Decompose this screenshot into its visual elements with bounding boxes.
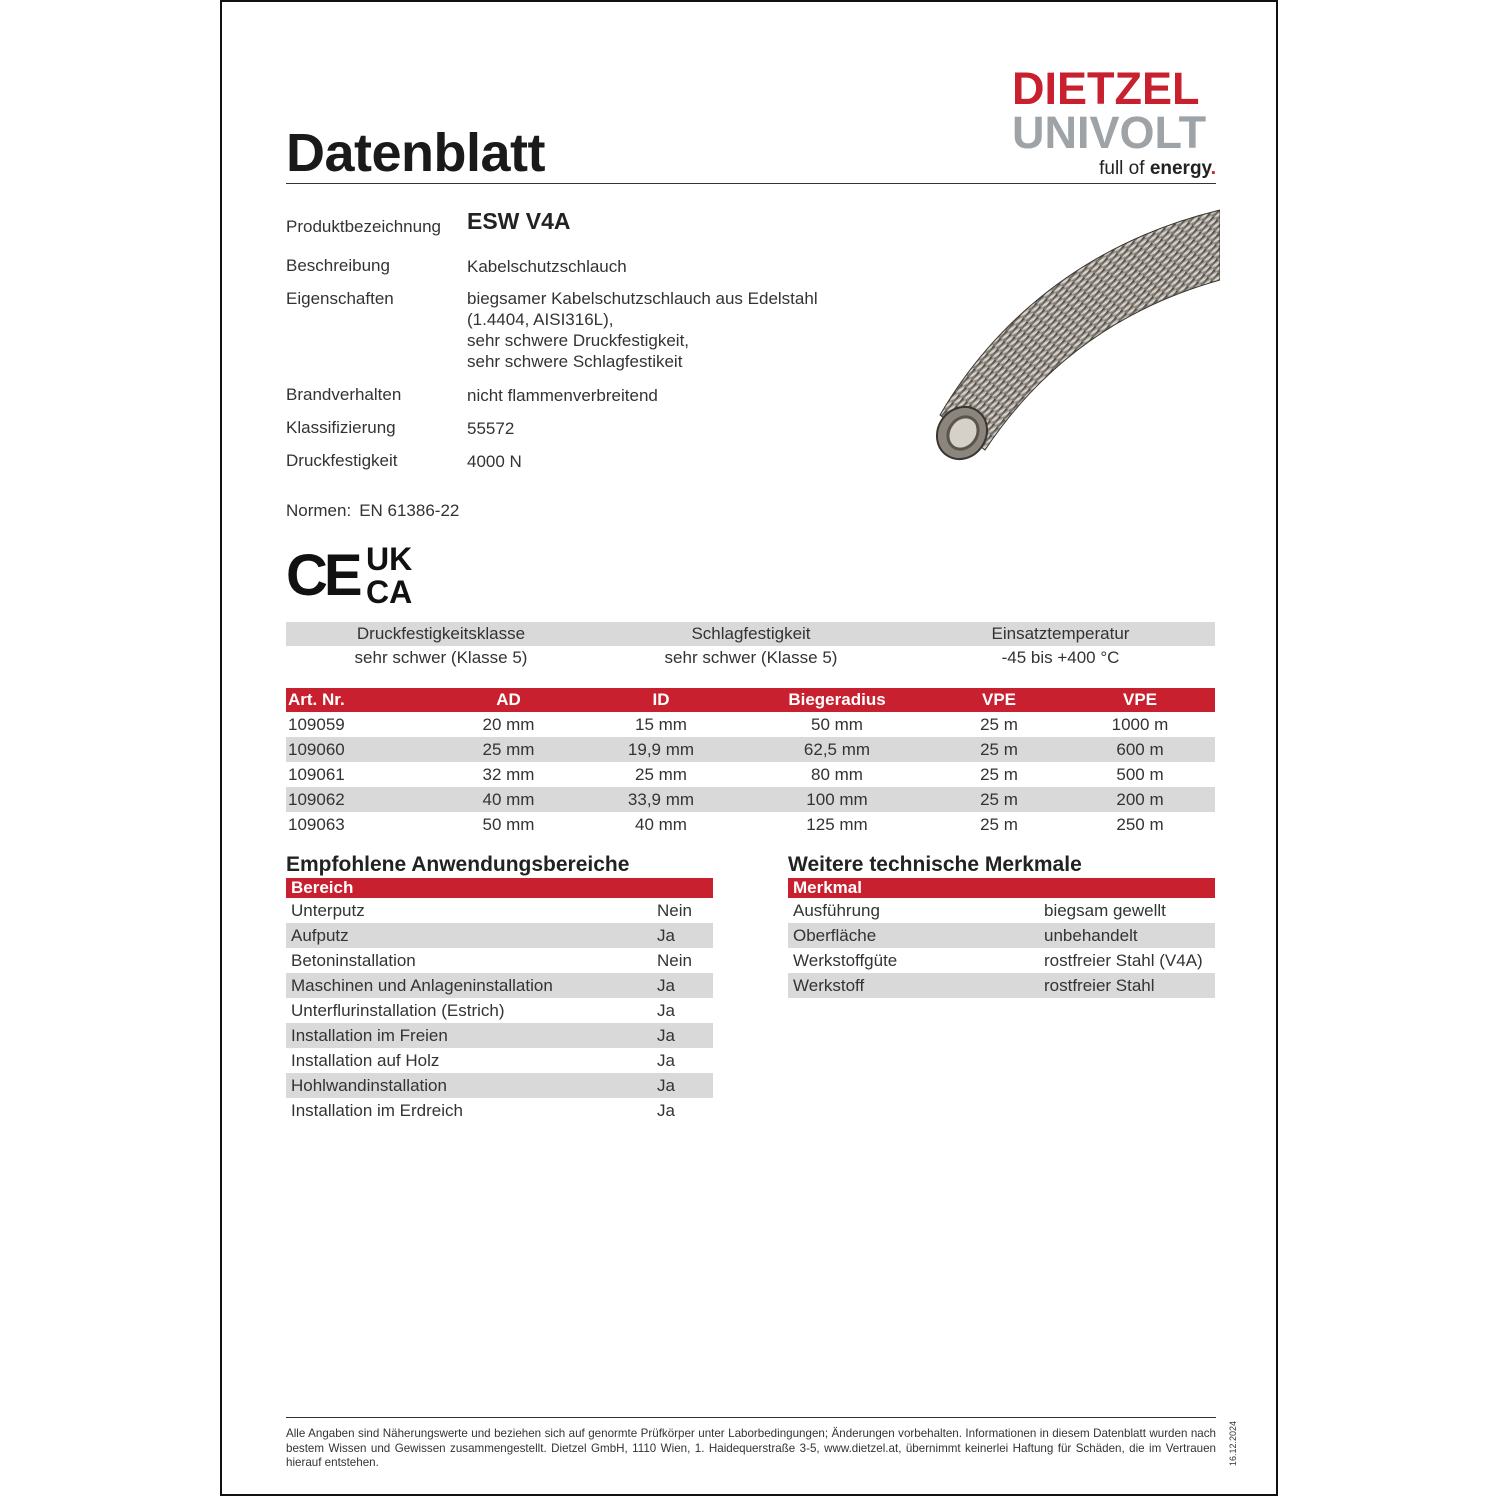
table-cell: Nein <box>657 901 692 920</box>
table-cell: Unterputz <box>291 901 365 920</box>
logo-tagline-dot: . <box>1210 158 1216 179</box>
logo-tagline-b: energy <box>1149 158 1211 179</box>
spec-value-properties <box>467 288 818 372</box>
table-cell: Nein <box>657 951 692 970</box>
table-row <box>286 737 1215 762</box>
spec-label-properties: Eigenschaften <box>286 289 394 308</box>
table-row <box>788 948 1215 973</box>
ukca-mark-top: UK <box>366 541 413 577</box>
table-row <box>286 1073 713 1098</box>
properties-header: Schlagfestigkeit <box>691 624 811 643</box>
article-header: VPE <box>1122 690 1158 709</box>
table-cell: 15 mm <box>635 715 687 734</box>
applications-title: Empfohlene Anwendungsbereiche <box>286 853 630 876</box>
table-cell: Werkstoffgüte <box>793 951 898 970</box>
table-cell: Oberfläche <box>793 926 877 945</box>
table-cell: Ausführung <box>793 901 880 920</box>
logo-tagline <box>1099 158 1216 180</box>
table-cell: 125 mm <box>806 815 868 834</box>
table-row <box>286 948 713 973</box>
spec-value-description: Kabelschutzschlauch <box>467 257 627 276</box>
product-name: ESW V4A <box>467 208 571 234</box>
table-cell: 33,9 mm <box>627 790 695 809</box>
article-header: VPE <box>981 690 1017 709</box>
spec-value-pressure: 4000 N <box>467 452 522 471</box>
table-cell: 25 mm <box>635 765 687 784</box>
table-cell: 25 mm <box>482 740 535 759</box>
table-cell: unbehandelt <box>1044 926 1138 945</box>
applications-table <box>286 878 713 1123</box>
table-row <box>286 787 1215 812</box>
table-row <box>788 973 1215 998</box>
table-cell: Installation im Erdreich <box>291 1101 463 1120</box>
table-cell: Ja <box>657 976 675 995</box>
properties-line: (1.4404, AISI316L), <box>467 310 614 329</box>
spec-label-fire: Brandverhalten <box>286 385 402 404</box>
table-cell: Betoninstallation <box>291 951 416 970</box>
table-cell: 109063 <box>288 815 345 834</box>
table-cell: Ja <box>657 1051 675 1070</box>
table-cell: Aufputz <box>291 926 349 945</box>
article-header: Biegeradius <box>788 690 886 709</box>
table-cell: 25 m <box>980 740 1018 759</box>
table-cell: Maschinen und Anlageninstallation <box>291 976 553 995</box>
table-cell: 40 mm <box>482 790 535 809</box>
table-cell: Ja <box>657 926 675 945</box>
spec-label-classification: Klassifizierung <box>286 418 396 437</box>
table-cell: Ja <box>657 1101 675 1120</box>
table-cell: 109061 <box>288 765 345 784</box>
table-cell: 500 m <box>1116 765 1164 784</box>
table-row <box>286 712 1215 737</box>
table-cell: 100 mm <box>806 790 868 809</box>
properties-value-row <box>286 646 1215 670</box>
table-cell: Unterflurinstallation (Estrich) <box>291 1001 505 1020</box>
spec-label-product: Produktbezeichnung <box>286 217 442 236</box>
properties-value: sehr schwer (Klasse 5) <box>664 648 838 667</box>
article-header: AD <box>496 690 521 709</box>
table-cell: 25 m <box>980 815 1018 834</box>
article-table <box>286 688 1215 837</box>
applications-header: Bereich <box>286 878 713 898</box>
table-cell: 62,5 mm <box>803 740 871 759</box>
table-row <box>286 812 1215 837</box>
logo-univolt: UNIVOLT <box>1012 107 1207 158</box>
logo-dietzel: DIETZEL <box>1012 63 1200 114</box>
ce-mark: CE <box>286 543 359 608</box>
product-image-hose <box>935 205 1220 465</box>
table-cell: Installation auf Holz <box>291 1051 440 1070</box>
properties-header: Druckfestigkeitsklasse <box>356 624 526 643</box>
norms-value: EN 61386-22 <box>359 501 460 520</box>
table-cell: Ja <box>657 1026 675 1045</box>
features-title: Weitere technische Merkmale <box>788 853 1082 876</box>
properties-value: sehr schwer (Klasse 5) <box>354 648 528 667</box>
table-cell: 19,9 mm <box>627 740 695 759</box>
table-cell: biegsam gewellt <box>1044 901 1166 920</box>
table-row <box>286 1098 713 1123</box>
table-cell: 109059 <box>288 715 345 734</box>
table-cell: 600 m <box>1116 740 1164 759</box>
table-cell: 250 m <box>1116 815 1164 834</box>
table-row <box>286 923 713 948</box>
table-cell: 109062 <box>288 790 345 809</box>
table-cell: 50 mm <box>811 715 863 734</box>
article-header-row <box>286 688 1215 712</box>
article-header: ID <box>652 690 670 709</box>
table-cell: Installation im Freien <box>291 1026 448 1045</box>
table-cell: Hohlwandinstallation <box>291 1076 447 1095</box>
table-row <box>788 898 1215 923</box>
properties-line: sehr schwere Druckfestigkeit, <box>467 331 690 350</box>
conformity-marks <box>286 543 431 609</box>
table-cell: 50 mm <box>482 815 535 834</box>
table-cell: 25 m <box>980 765 1018 784</box>
footer-disclaimer: Alle Angaben sind Näherungswerte und beziehen sich auf genormte Prüfkörper unter Laborbedingungen; Änderungen vorbehalten. Informationen in diesem Datenblatt wurden nach bestem Wissen und Gewissen zusammengestellt. Dietzel GmbH, 1110 Wien, 1. Haidequerstraße 3-5, www.dietzel.at, übernimmt keinerlei Haftung für Schäden, die im Vertrauen hierauf entstehen. <box>286 1427 1216 1469</box>
table-cell: 1000 m <box>1111 715 1169 734</box>
table-cell: 32 mm <box>482 765 535 784</box>
ukca-mark-bottom: CA <box>366 574 413 610</box>
properties-value: -45 bis +400 °C <box>1001 648 1120 667</box>
table-cell: 20 mm <box>482 715 535 734</box>
spec-value-fire: nicht flammenverbreitend <box>467 386 658 405</box>
table-cell: rostfreier Stahl <box>1044 976 1155 995</box>
table-cell: 109060 <box>288 740 345 759</box>
table-cell: 40 mm <box>635 815 687 834</box>
table-row <box>286 973 713 998</box>
table-row <box>286 1048 713 1073</box>
table-cell: Ja <box>657 1001 675 1020</box>
table-row <box>286 1023 713 1048</box>
norms <box>286 501 467 521</box>
logo-tagline-a: full of <box>1099 158 1150 179</box>
spec-value-classification: 55572 <box>467 419 515 438</box>
table-cell: 80 mm <box>811 765 863 784</box>
table-cell: 200 m <box>1116 790 1164 809</box>
spec-label-pressure: Druckfestigkeit <box>286 451 398 470</box>
features-table <box>788 878 1215 998</box>
properties-line: sehr schwere Schlagfestikeit <box>467 352 683 371</box>
table-cell: 25 m <box>980 790 1018 809</box>
properties-table <box>286 622 1215 670</box>
table-cell: Ja <box>657 1076 675 1095</box>
table-row <box>788 923 1215 948</box>
table-row <box>286 762 1215 787</box>
table-row <box>286 898 713 923</box>
properties-header-row <box>286 622 1215 646</box>
properties-line: biegsamer Kabelschutzschlauch aus Edelstahl <box>467 289 818 308</box>
table-cell: 25 m <box>980 715 1018 734</box>
article-header: Art. Nr. <box>288 690 345 709</box>
table-row <box>286 998 713 1023</box>
properties-header: Einsatztemperatur <box>991 624 1130 643</box>
table-cell: rostfreier Stahl (V4A) <box>1044 951 1203 970</box>
table-cell: Werkstoff <box>793 976 865 995</box>
company-logo <box>1012 63 1218 184</box>
norms-label: Normen: <box>286 501 352 520</box>
features-header: Merkmal <box>788 878 1215 898</box>
page-title: Datenblatt <box>286 123 546 183</box>
spec-label-description: Beschreibung <box>286 256 390 275</box>
footer-divider <box>286 1417 1216 1418</box>
document-date: 16.12.2024 <box>1228 1420 1238 1466</box>
